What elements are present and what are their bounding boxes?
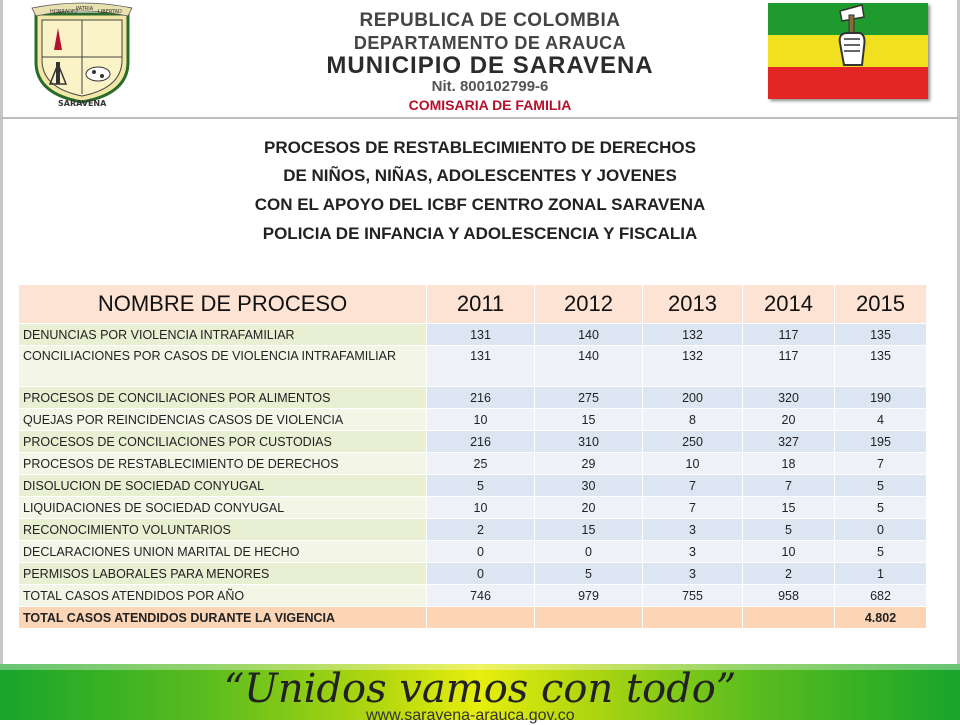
process-name-cell: PROCESOS DE RESTABLECIMIENTO DE DERECHOS [19, 453, 427, 475]
municipal-flag [768, 3, 928, 99]
header-nit: Nit. 800102799-6 [431, 78, 549, 95]
column-header-2012: 2012 [535, 285, 643, 324]
year-value-cell: 4 [835, 409, 927, 431]
table-row [19, 409, 927, 431]
process-name-cell: LIQUIDACIONES DE SOCIEDAD CONYUGAL [19, 497, 427, 519]
year-value-cell: 140 [535, 324, 643, 346]
table-row [19, 607, 927, 629]
year-value-cell: 29 [535, 453, 643, 475]
crest-ribbon-3: LIBERTAD [98, 9, 122, 15]
year-value-cell: 132 [643, 324, 743, 346]
table-row [19, 475, 927, 497]
year-value-cell [643, 607, 743, 629]
process-name-cell: DECLARACIONES UNION MARITAL DE HECHO [19, 541, 427, 563]
process-name-cell: TOTAL CASOS ATENDIDOS DURANTE LA VIGENCIA [19, 607, 427, 629]
year-value-cell: 131 [427, 324, 535, 346]
title-line-1: PROCESOS DE RESTABLECIMIENTO DE DERECHOS [264, 138, 696, 157]
year-value-cell: 15 [743, 497, 835, 519]
year-value-cell: 958 [743, 585, 835, 607]
column-header-2011: 2011 [427, 285, 535, 324]
year-value-cell: 15 [535, 519, 643, 541]
table-row [19, 541, 927, 563]
year-value-cell: 3 [643, 519, 743, 541]
crest-text: SARAVENA [58, 99, 107, 108]
municipal-crest-logo [28, 2, 136, 110]
year-value-cell: 0 [427, 541, 535, 563]
year-value-cell: 0 [835, 519, 927, 541]
year-value-cell: 30 [535, 475, 643, 497]
table-row [19, 387, 927, 409]
header-municipality: MUNICIPIO DE SARAVENA [326, 52, 654, 79]
year-value-cell: 5 [427, 475, 535, 497]
crest-ribbon-2: PATRIA [76, 6, 94, 12]
year-value-cell: 2 [427, 519, 535, 541]
year-value-cell: 5 [535, 563, 643, 585]
year-value-cell: 327 [743, 431, 835, 453]
year-value-cell: 320 [743, 387, 835, 409]
footer-slogan: “Unidos vamos con todo” [223, 666, 737, 712]
process-name-cell: PROCESOS DE CONCILIACIONES POR CUSTODIAS [19, 431, 427, 453]
year-value-cell: 135 [835, 324, 927, 346]
header-divider [0, 117, 960, 119]
table-row [19, 453, 927, 475]
year-value-cell: 7 [643, 475, 743, 497]
year-value-cell: 132 [643, 346, 743, 387]
year-value-cell: 5 [743, 519, 835, 541]
column-header-process: NOMBRE DE PROCESO [19, 285, 427, 324]
year-value-cell: 135 [835, 346, 927, 387]
flag-fist-axe-emblem [832, 3, 872, 75]
table-row [19, 519, 927, 541]
year-value-cell: 117 [743, 346, 835, 387]
process-name-cell: QUEJAS POR REINCIDENCIAS CASOS DE VIOLENCIA [19, 409, 427, 431]
year-value-cell: 15 [535, 409, 643, 431]
process-name-cell: CONCILIACIONES POR CASOS DE VIOLENCIA INTRAFAMILIAR [19, 346, 427, 387]
year-value-cell: 10 [427, 497, 535, 519]
year-value-cell: 190 [835, 387, 927, 409]
year-value-cell: 10 [743, 541, 835, 563]
table-row [19, 563, 927, 585]
footer-website: www.saravena-arauca.gov.co [366, 707, 575, 724]
year-value-cell: 0 [427, 563, 535, 585]
year-value-cell: 746 [427, 585, 535, 607]
year-value-cell: 275 [535, 387, 643, 409]
year-value-cell: 200 [643, 387, 743, 409]
year-value-cell: 7 [743, 475, 835, 497]
table-row [19, 497, 927, 519]
year-value-cell: 195 [835, 431, 927, 453]
process-name-cell: TOTAL CASOS ATENDIDOS POR AÑO [19, 585, 427, 607]
year-value-cell: 18 [743, 453, 835, 475]
year-value-cell: 4.802 [835, 607, 927, 629]
table-row [19, 324, 927, 346]
year-value-cell: 5 [835, 475, 927, 497]
year-value-cell: 3 [643, 563, 743, 585]
table-header-row [19, 285, 927, 324]
year-value-cell: 250 [643, 431, 743, 453]
year-value-cell: 0 [535, 541, 643, 563]
title-line-4: POLICIA DE INFANCIA Y ADOLESCENCIA Y FISCALIA [262, 224, 698, 243]
year-value-cell: 2 [743, 563, 835, 585]
year-value-cell: 10 [427, 409, 535, 431]
frame-left [0, 0, 3, 665]
year-value-cell: 3 [643, 541, 743, 563]
year-value-cell: 5 [835, 497, 927, 519]
process-name-cell: DENUNCIAS POR VIOLENCIA INTRAFAMILIAR [19, 324, 427, 346]
process-name-cell: PERMISOS LABORALES PARA MENORES [19, 563, 427, 585]
processes-table [18, 284, 927, 629]
year-value-cell: 131 [427, 346, 535, 387]
year-value-cell: 25 [427, 453, 535, 475]
process-name-cell: PROCESOS DE CONCILIACIONES POR ALIMENTOS [19, 387, 427, 409]
year-value-cell: 20 [535, 497, 643, 519]
year-value-cell: 755 [643, 585, 743, 607]
year-value-cell: 7 [643, 497, 743, 519]
year-value-cell: 20 [743, 409, 835, 431]
column-header-2015: 2015 [835, 285, 927, 324]
table-row [19, 585, 927, 607]
year-value-cell [535, 607, 643, 629]
year-value-cell: 1 [835, 563, 927, 585]
year-value-cell: 682 [835, 585, 927, 607]
header-country: REPUBLICA DE COLOMBIA [359, 10, 621, 31]
year-value-cell: 117 [743, 324, 835, 346]
year-value-cell: 216 [427, 431, 535, 453]
column-header-2013: 2013 [643, 285, 743, 324]
table-row [19, 431, 927, 453]
title-line-2: DE NIÑOS, NIÑAS, ADOLESCENTES Y JOVENES [283, 166, 677, 185]
year-value-cell: 10 [643, 453, 743, 475]
process-name-cell: DISOLUCION DE SOCIEDAD CONYUGAL [19, 475, 427, 497]
header-department: DEPARTAMENTO DE ARAUCA [353, 33, 627, 53]
column-header-2014: 2014 [743, 285, 835, 324]
crest-ribbon-1: HONRADEZ [50, 9, 79, 15]
process-name-cell: RECONOCIMIENTO VOLUNTARIOS [19, 519, 427, 541]
year-value-cell [427, 607, 535, 629]
title-line-3: CON EL APOYO DEL ICBF CENTRO ZONAL SARAVENA [254, 195, 706, 214]
year-value-cell: 140 [535, 346, 643, 387]
table-row [19, 346, 927, 387]
year-value-cell: 216 [427, 387, 535, 409]
year-value-cell [743, 607, 835, 629]
year-value-cell: 7 [835, 453, 927, 475]
year-value-cell: 5 [835, 541, 927, 563]
year-value-cell: 979 [535, 585, 643, 607]
header-office: COMISARIA DE FAMILIA [408, 97, 572, 113]
year-value-cell: 310 [535, 431, 643, 453]
year-value-cell: 8 [643, 409, 743, 431]
